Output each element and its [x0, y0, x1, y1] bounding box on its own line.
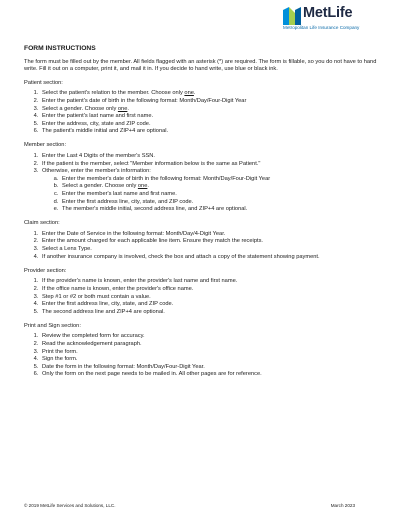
claim-section-heading: Claim section: [24, 220, 60, 227]
list-item: 4. If another insurance company is involved, check the box and attach a copy of the statement showing payment. [40, 254, 378, 262]
list-item: 3. Otherwise, enter the member's information: a. Enter the member's date of birth in the following format: Month/Day/Four-Digit Year b. Select a gender. Choose only one. c. Enter the member's last name and first name. d. Enter the first address line, city, state, and ZIP code. e. The member's middle initial, second address line, and ZIP+4 are optional. [40, 168, 378, 214]
list-item: b. Select a gender. Choose only one. [60, 183, 378, 191]
provider-steps-list [24, 278, 378, 316]
list-item: 1. If the provider's name is known, enter the provider's last name and first name. [40, 278, 378, 286]
member-section-heading: Member section: [24, 142, 67, 149]
list-item: 6. The patient's middle initial and ZIP+4 are optional. [40, 128, 378, 136]
list-item: 3. Print the form. [40, 349, 378, 357]
claim-steps-list [24, 231, 378, 261]
list-item: 3. Select a Lens Type. [40, 246, 378, 254]
footer-date: March 2023 [330, 503, 355, 508]
member-substeps-list [42, 176, 378, 214]
list-item: 1. Review the completed form for accuracy. [40, 333, 378, 341]
print-sign-section-heading: Print and Sign section: [24, 322, 81, 329]
instructions-content [24, 45, 378, 385]
list-item: 1. Enter the Last 4 Digits of the member's SSN. [40, 153, 378, 161]
list-item: c. Enter the member's last name and first name. [60, 191, 378, 199]
page-title: FORM INSTRUCTIONS [24, 45, 96, 52]
list-item: 5. Date the form in the following format: Month/Day/Four-Digit Year. [40, 364, 378, 372]
list-item: 2. If the office name is known, enter the provider's office name. [40, 286, 378, 294]
list-item: 6. Only the form on the next page needs to be mailed in. All other pages are for reference. [40, 371, 378, 379]
print-sign-steps-list [24, 333, 378, 379]
list-item: 2. Enter the patient's date of birth in the following format: Month/Day/Four-Digit Year [40, 98, 378, 106]
provider-section-heading: Provider section: [24, 267, 67, 274]
member-steps-list [24, 153, 378, 214]
list-item: 2. Read the acknowledgement paragraph. [40, 341, 378, 349]
list-item: 4. Enter the patient's last name and first name. [40, 113, 378, 121]
metlife-logo [283, 7, 378, 35]
list-item: 5. Enter the address, city, state and ZIP code. [40, 121, 378, 129]
list-item: 4. Enter the first address line, city, state, and ZIP code. [40, 301, 378, 309]
list-item: 1. Enter the Date of Service in the following format: Month/Day/4-Digit Year. [40, 231, 378, 239]
intro-paragraph: The form must be filled out by the member. All fields flagged with an asterisk (*) are required. The form is fillable, so you do not have to hand write. Fill it out on a computer, print it, and mail it in. If you decide to hand write, use blue or black ink. [24, 58, 377, 73]
list-item: 5. The second address line and ZIP+4 are optional. [40, 309, 378, 317]
list-item: 2. Enter the amount charged for each applicable line item. Ensure they match the receipts. [40, 238, 378, 246]
list-item: 4. Sign the form. [40, 356, 378, 364]
patient-section-heading: Patient section: [24, 79, 63, 86]
list-item: 3. Select a gender. Choose only one. [40, 106, 378, 114]
patient-steps-list [24, 90, 378, 136]
logo-name: MetLife [303, 5, 353, 21]
list-item: d. Enter the first address line, city, state, and ZIP code. [60, 199, 378, 207]
list-item: 1. Select the patient's relation to the member. Choose only one. [40, 90, 378, 98]
list-item: a. Enter the member's date of birth in the following format: Month/Day/Four-Digit Year [60, 176, 378, 184]
metlife-logo-mark-icon [283, 7, 301, 25]
footer-copyright: © 2019 MetLife Services and Solutions, LLC. [24, 503, 116, 508]
list-item: 2. If the patient is the member, select "Member information below is the same as Patient." [40, 161, 378, 169]
list-item: e. The member's middle initial, second address line, and ZIP+4 are optional. [60, 206, 378, 214]
list-item: 3. Step #1 or #2 or both must contain a value. [40, 294, 378, 302]
logo-subtitle: Metropolitan Life Insurance Company [283, 25, 360, 30]
